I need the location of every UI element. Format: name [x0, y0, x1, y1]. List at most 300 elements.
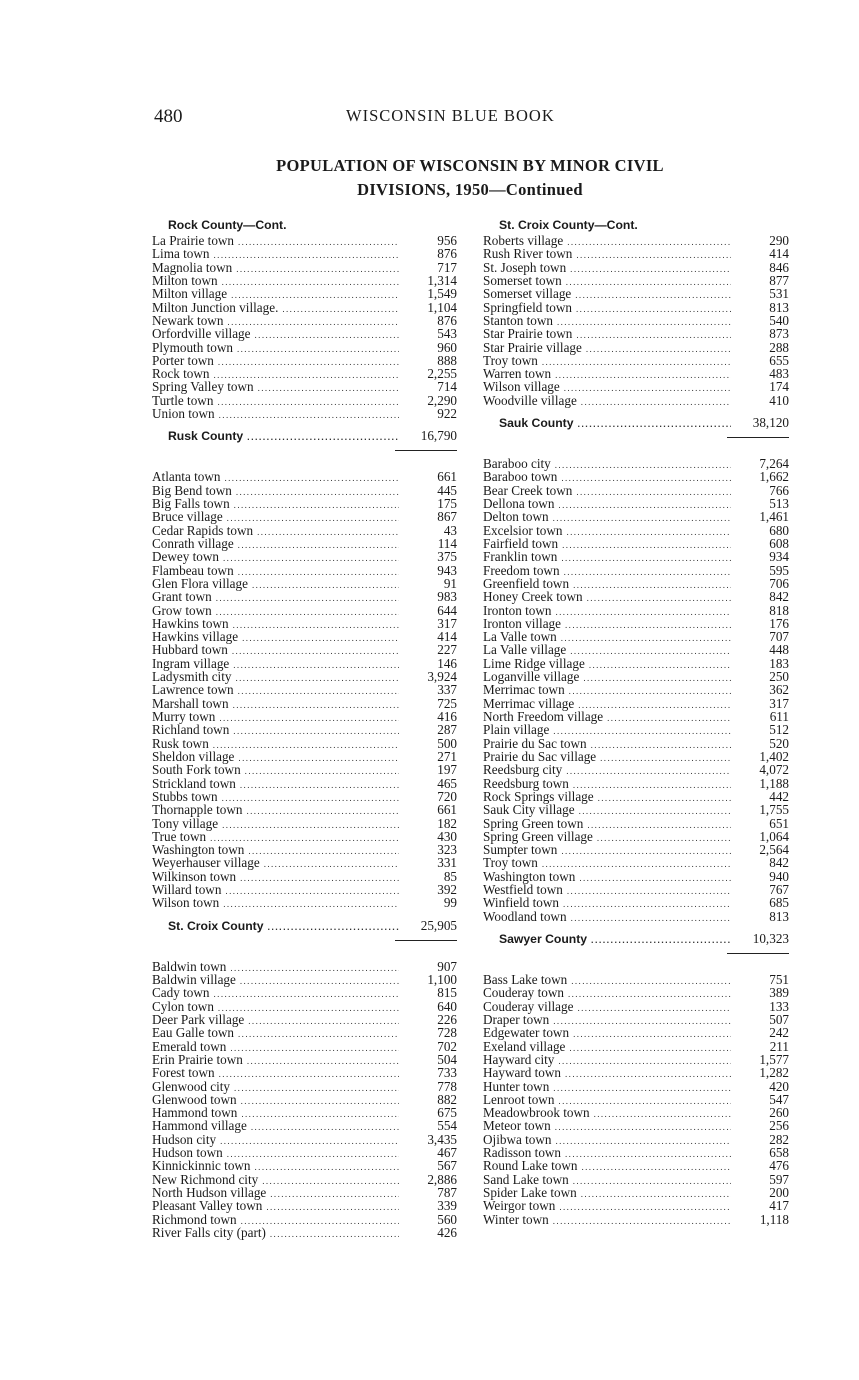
- division-name: Sheldon village: [152, 748, 235, 764]
- population-value: 2,564: [759, 842, 789, 858]
- population-value: 922: [437, 406, 457, 422]
- population-value: 175: [437, 496, 457, 511]
- population-value: 1,549: [427, 286, 457, 302]
- population-value: 956: [437, 233, 457, 248]
- leader-dots: [561, 472, 731, 485]
- population-value: 290: [769, 233, 789, 248]
- table-row: [483, 723, 789, 736]
- total-rule-spacer: [152, 934, 457, 960]
- population-value: 389: [769, 985, 789, 1001]
- division-name: Rock Springs village: [483, 788, 594, 804]
- population-value: 114: [437, 535, 457, 551]
- division-name: Winter town: [483, 1211, 549, 1227]
- table-row: [152, 1213, 457, 1226]
- leader-dots: [219, 409, 399, 422]
- table-row: [152, 830, 457, 843]
- leader-dots: [248, 1015, 399, 1028]
- population-value: 661: [437, 802, 457, 818]
- population-value: 597: [769, 1171, 789, 1187]
- leader-dots: [562, 539, 731, 552]
- division-name: Hayward town: [483, 1065, 562, 1081]
- table-row: [483, 710, 789, 723]
- population-value: 420: [769, 1078, 789, 1094]
- table-row: [152, 670, 457, 683]
- leader-dots: [252, 579, 399, 592]
- division-name: Troy town: [483, 352, 538, 368]
- table-row: [483, 1093, 789, 1106]
- county-total: 16,790: [420, 428, 457, 444]
- table-row: [152, 1186, 457, 1199]
- table-row: [483, 537, 789, 550]
- table-row: [483, 830, 789, 843]
- leader-dots: [227, 316, 399, 329]
- leader-dots: [556, 1135, 732, 1148]
- leader-dots: [220, 1135, 399, 1148]
- leader-dots: [214, 988, 399, 1001]
- division-name: Greenfield town: [483, 575, 570, 591]
- division-name: Glen Flora village: [152, 575, 248, 591]
- leader-dots: [213, 739, 399, 752]
- division-name: Hammond village: [152, 1118, 247, 1134]
- leader-dots: [573, 1028, 731, 1041]
- population-value: 242: [769, 1025, 789, 1041]
- leader-dots: [245, 765, 399, 778]
- leader-dots: [582, 1161, 732, 1174]
- table-row: [483, 683, 789, 696]
- population-value: 250: [769, 669, 789, 685]
- county-name: Sawyer County: [499, 932, 588, 946]
- leader-dots: [219, 712, 399, 725]
- table-row: [483, 1000, 789, 1013]
- division-name: Loganville village: [483, 669, 580, 685]
- table-row: [152, 550, 457, 563]
- table-row: [152, 407, 457, 420]
- leader-dots: [570, 645, 731, 658]
- division-name: Delton town: [483, 509, 549, 525]
- left-column: [152, 218, 457, 1239]
- division-name: Ingram village: [152, 655, 230, 671]
- leader-dots: [579, 805, 731, 818]
- table-row: [152, 274, 457, 287]
- total-rule: [395, 940, 457, 941]
- division-name: Plymouth town: [152, 339, 233, 355]
- leader-dots: [566, 276, 731, 289]
- table-row: [152, 790, 457, 803]
- division-name: Kinnickinnic town: [152, 1158, 251, 1174]
- table-row: [152, 564, 457, 577]
- table-row: [483, 274, 789, 287]
- leader-dots: [563, 898, 731, 911]
- table-row: [483, 910, 789, 923]
- leader-dots: [216, 606, 399, 619]
- population-value: 392: [437, 882, 457, 898]
- leader-dots: [270, 1188, 399, 1201]
- leader-dots: [569, 685, 731, 698]
- population-value: 362: [769, 682, 789, 698]
- leader-dots: [238, 566, 399, 579]
- leader-dots: [576, 249, 731, 262]
- division-name: Emerald town: [152, 1038, 227, 1054]
- table-row: [483, 497, 789, 510]
- division-name: Richmond town: [152, 1211, 237, 1227]
- table-row: [152, 1040, 457, 1053]
- population-value: 182: [437, 815, 457, 831]
- leader-dots: [566, 765, 731, 778]
- division-name: Hudson town: [152, 1145, 223, 1161]
- population-value: 651: [769, 815, 789, 831]
- division-name: Merrimac village: [483, 695, 575, 711]
- division-name: Warren town: [483, 366, 552, 382]
- page-title: [150, 154, 790, 202]
- table-row: [152, 484, 457, 497]
- leader-dots: [559, 1201, 731, 1214]
- table-row: [483, 314, 789, 327]
- table-row: [152, 723, 457, 736]
- leader-dots: [587, 592, 731, 605]
- table-row: [483, 367, 789, 380]
- population-value: 644: [437, 602, 457, 618]
- division-name: Wilson town: [152, 895, 220, 911]
- table-row: [152, 697, 457, 710]
- division-name: Big Falls town: [152, 496, 230, 511]
- leader-dots: [219, 1068, 399, 1081]
- population-value: 1,188: [759, 775, 789, 791]
- table-row: [152, 341, 457, 354]
- leader-dots: [238, 539, 399, 552]
- leader-dots: [218, 1002, 399, 1015]
- leader-dots: [238, 236, 399, 249]
- leader-dots: [607, 712, 731, 725]
- table-row: [483, 750, 789, 763]
- division-name: Star Prairie village: [483, 339, 582, 355]
- leader-dots: [553, 1015, 731, 1028]
- table-row: [152, 896, 457, 909]
- leader-dots: [222, 792, 399, 805]
- leader-dots: [282, 303, 399, 316]
- population-value: 1,662: [759, 469, 789, 485]
- division-name: Hammond town: [152, 1105, 238, 1121]
- population-value: 339: [437, 1198, 457, 1214]
- population-value: 1,577: [759, 1051, 789, 1067]
- table-row: [152, 261, 457, 274]
- leader-dots: [225, 472, 400, 485]
- division-name: Marshall town: [152, 695, 229, 711]
- table-row: [483, 1066, 789, 1079]
- population-value: 483: [769, 366, 789, 382]
- total-rule: [727, 953, 789, 954]
- division-name: Radisson town: [483, 1145, 562, 1161]
- table-row: [152, 604, 457, 617]
- table-row: [152, 883, 457, 896]
- division-name: Lenroot town: [483, 1091, 555, 1107]
- county-total: 25,905: [420, 917, 457, 933]
- population-value: 640: [437, 998, 457, 1014]
- table-row: [483, 1146, 789, 1159]
- leader-dots: [564, 566, 731, 579]
- leader-dots: [233, 659, 399, 672]
- division-name: Pleasant Valley town: [152, 1198, 263, 1214]
- leader-dots: [258, 382, 399, 395]
- leader-dots: [242, 632, 399, 645]
- population-value: 1,118: [759, 1211, 789, 1227]
- division-name: Rock town: [152, 366, 210, 382]
- population-value: 1,461: [759, 509, 789, 525]
- population-value: 1,100: [427, 972, 457, 987]
- leader-dots: [565, 1148, 731, 1161]
- table-row: [483, 1080, 789, 1093]
- leader-dots: [555, 369, 731, 382]
- population-value: 658: [769, 1145, 789, 1161]
- population-value: 567: [437, 1158, 457, 1174]
- division-name: Ironton town: [483, 602, 552, 618]
- table-row: [483, 550, 789, 563]
- division-name: Hudson city: [152, 1131, 217, 1147]
- population-value: 445: [437, 482, 457, 498]
- county-heading: [152, 918, 457, 934]
- population-value: 685: [769, 895, 789, 911]
- table-row: [483, 1026, 789, 1039]
- table-row: [483, 643, 789, 656]
- table-row: [483, 1213, 789, 1226]
- population-value: 476: [769, 1158, 789, 1174]
- division-name: Merrimac town: [483, 682, 565, 698]
- table-row: [483, 261, 789, 274]
- leader-dots: [600, 752, 731, 765]
- population-value: 91: [443, 575, 457, 591]
- population-value: 174: [769, 379, 789, 395]
- population-value: 85: [443, 868, 457, 884]
- division-name: New Richmond city: [152, 1171, 259, 1187]
- leader-dots: [558, 1055, 731, 1068]
- division-name: Eau Galle town: [152, 1025, 235, 1041]
- population-value: 2,255: [427, 366, 457, 382]
- division-name: Baldwin village: [152, 972, 236, 987]
- division-name: Ironton village: [483, 615, 562, 631]
- running-head: WISCONSIN BLUE BOOK: [346, 106, 555, 125]
- leader-dots: [589, 659, 731, 672]
- leader-dots: [247, 1055, 399, 1068]
- table-row: [483, 973, 789, 986]
- population-value: 725: [437, 695, 457, 711]
- table-row: [483, 287, 789, 300]
- division-name: Edgewater town: [483, 1025, 570, 1041]
- title-line-2: DIVISIONS, 1950—Continued: [357, 180, 583, 199]
- population-value: 416: [437, 709, 457, 724]
- leader-dots: [216, 592, 399, 605]
- population-value: 846: [769, 259, 789, 275]
- table-row: [152, 470, 457, 483]
- division-name: Reedsburg town: [483, 775, 569, 791]
- division-name: Bruce village: [152, 509, 223, 525]
- population-value: 728: [437, 1025, 457, 1041]
- leader-dots: [561, 552, 731, 565]
- population-value: 331: [437, 855, 457, 871]
- table-row: [483, 630, 789, 643]
- division-name: Round Lake town: [483, 1158, 578, 1174]
- population-value: 410: [769, 392, 789, 408]
- table-row: [152, 287, 457, 300]
- leader-dots: [576, 486, 731, 499]
- division-name: Hawkins village: [152, 629, 239, 645]
- population-value: 2,290: [427, 392, 457, 408]
- population-value: 815: [437, 985, 457, 1001]
- population-value: 337: [437, 682, 457, 698]
- division-name: St. Joseph town: [483, 259, 567, 275]
- population-value: 702: [437, 1038, 457, 1054]
- division-name: Sumpter town: [483, 842, 558, 858]
- table-row: [483, 986, 789, 999]
- section-rusk-county: [152, 428, 457, 909]
- population-value: 323: [437, 842, 457, 858]
- leader-dots: [556, 606, 732, 619]
- population-value: 940: [769, 868, 789, 884]
- division-name: Excelsior town: [483, 522, 563, 538]
- table-row: [152, 1026, 457, 1039]
- division-name: Thornapple town: [152, 802, 243, 818]
- division-name: Richland town: [152, 722, 230, 738]
- population-value: 707: [769, 629, 789, 645]
- division-name: Springfield town: [483, 299, 573, 315]
- division-name: Rusk town: [152, 735, 209, 751]
- table-row: [483, 524, 789, 537]
- table-row: [152, 803, 457, 816]
- division-name: Meteor town: [483, 1118, 551, 1134]
- leader-dots: [573, 1175, 731, 1188]
- table-row: [152, 817, 457, 830]
- population-value: 317: [437, 615, 457, 631]
- population-value: 720: [437, 788, 457, 804]
- leader-dots: [235, 672, 399, 685]
- leader-dots: [267, 922, 399, 932]
- table-row: [152, 617, 457, 630]
- leader-dots: [581, 1188, 731, 1201]
- population-value: 1,064: [759, 828, 789, 844]
- division-name: Cady town: [152, 985, 210, 1001]
- leader-dots: [555, 459, 731, 472]
- division-name: Somerset village: [483, 286, 572, 302]
- population-value: 507: [769, 1011, 789, 1027]
- population-value: 4,072: [759, 762, 789, 778]
- table-row: [483, 617, 789, 630]
- table-row: [152, 973, 457, 986]
- table-row: [152, 1093, 457, 1106]
- population-value: 3,924: [427, 669, 457, 685]
- population-value: 655: [769, 352, 789, 368]
- leader-dots: [234, 499, 399, 512]
- table-row: [483, 380, 789, 393]
- leader-dots: [222, 276, 399, 289]
- division-name: Deer Park village: [152, 1011, 245, 1027]
- division-name: Couderay village: [483, 998, 574, 1014]
- population-value: 414: [769, 246, 789, 262]
- division-name: Atlanta town: [152, 469, 221, 485]
- leader-dots: [568, 988, 731, 1001]
- table-row: [152, 327, 457, 340]
- population-value: 540: [769, 312, 789, 328]
- table-row: [483, 341, 789, 354]
- leader-dots: [594, 1108, 731, 1121]
- leader-dots: [566, 526, 731, 539]
- population-value: 560: [437, 1211, 457, 1227]
- table-row: [152, 777, 457, 790]
- leader-dots: [583, 672, 731, 685]
- table-row: [483, 604, 789, 617]
- population-value: 183: [769, 655, 789, 671]
- division-name: Sand Lake town: [483, 1171, 569, 1187]
- leader-dots: [232, 645, 399, 658]
- division-name: Somerset town: [483, 272, 562, 288]
- leader-dots: [578, 419, 732, 429]
- leader-dots: [236, 263, 399, 276]
- population-value: 287: [437, 722, 457, 738]
- population-value: 554: [437, 1118, 457, 1134]
- table-row: [483, 817, 789, 830]
- population-value: 706: [769, 575, 789, 591]
- division-name: Cylon town: [152, 998, 214, 1014]
- division-name: Weyerhauser village: [152, 855, 260, 871]
- division-name: Porter town: [152, 352, 214, 368]
- table-row: [483, 1013, 789, 1026]
- leader-dots: [553, 1082, 731, 1095]
- population-value: 227: [437, 642, 457, 658]
- leader-dots: [570, 263, 731, 276]
- right-column: [483, 218, 789, 1226]
- population-value: 842: [769, 589, 789, 605]
- leader-dots: [587, 819, 731, 832]
- table-row: [152, 1053, 457, 1066]
- division-name: Hayward city: [483, 1051, 555, 1067]
- table-row: [483, 1199, 789, 1212]
- population-value: 288: [769, 339, 789, 355]
- leader-dots: [262, 1175, 399, 1188]
- leader-dots: [579, 872, 731, 885]
- leader-dots: [241, 1108, 399, 1121]
- table-row: [483, 470, 789, 483]
- population-value: 99: [443, 895, 457, 911]
- division-name: Hubbard town: [152, 642, 228, 658]
- population-value: 3,435: [427, 1131, 457, 1147]
- table-row: [483, 803, 789, 816]
- division-name: Spring Green village: [483, 828, 593, 844]
- table-row: [152, 960, 457, 973]
- table-row: [152, 870, 457, 883]
- population-value: 417: [769, 1198, 789, 1214]
- population-value: 766: [769, 482, 789, 498]
- table-row: [483, 1173, 789, 1186]
- table-row: [483, 457, 789, 470]
- table-row: [483, 697, 789, 710]
- division-name: Conrath village: [152, 535, 234, 551]
- table-row: [483, 394, 789, 407]
- population-value: 176: [769, 615, 789, 631]
- population-value: 778: [437, 1078, 457, 1094]
- leader-dots: [598, 792, 731, 805]
- leader-dots: [240, 779, 399, 792]
- population-value: 260: [769, 1105, 789, 1121]
- leader-dots: [565, 619, 731, 632]
- table-row: [483, 896, 789, 909]
- population-value: 675: [437, 1105, 457, 1121]
- leader-dots: [542, 356, 731, 369]
- leader-dots: [561, 632, 731, 645]
- leader-dots: [230, 962, 399, 975]
- table-row: [483, 1040, 789, 1053]
- county-heading: [483, 931, 789, 947]
- leader-dots: [557, 316, 731, 329]
- division-name: Murry town: [152, 709, 216, 724]
- table-row: [483, 301, 789, 314]
- table-row: [152, 524, 457, 537]
